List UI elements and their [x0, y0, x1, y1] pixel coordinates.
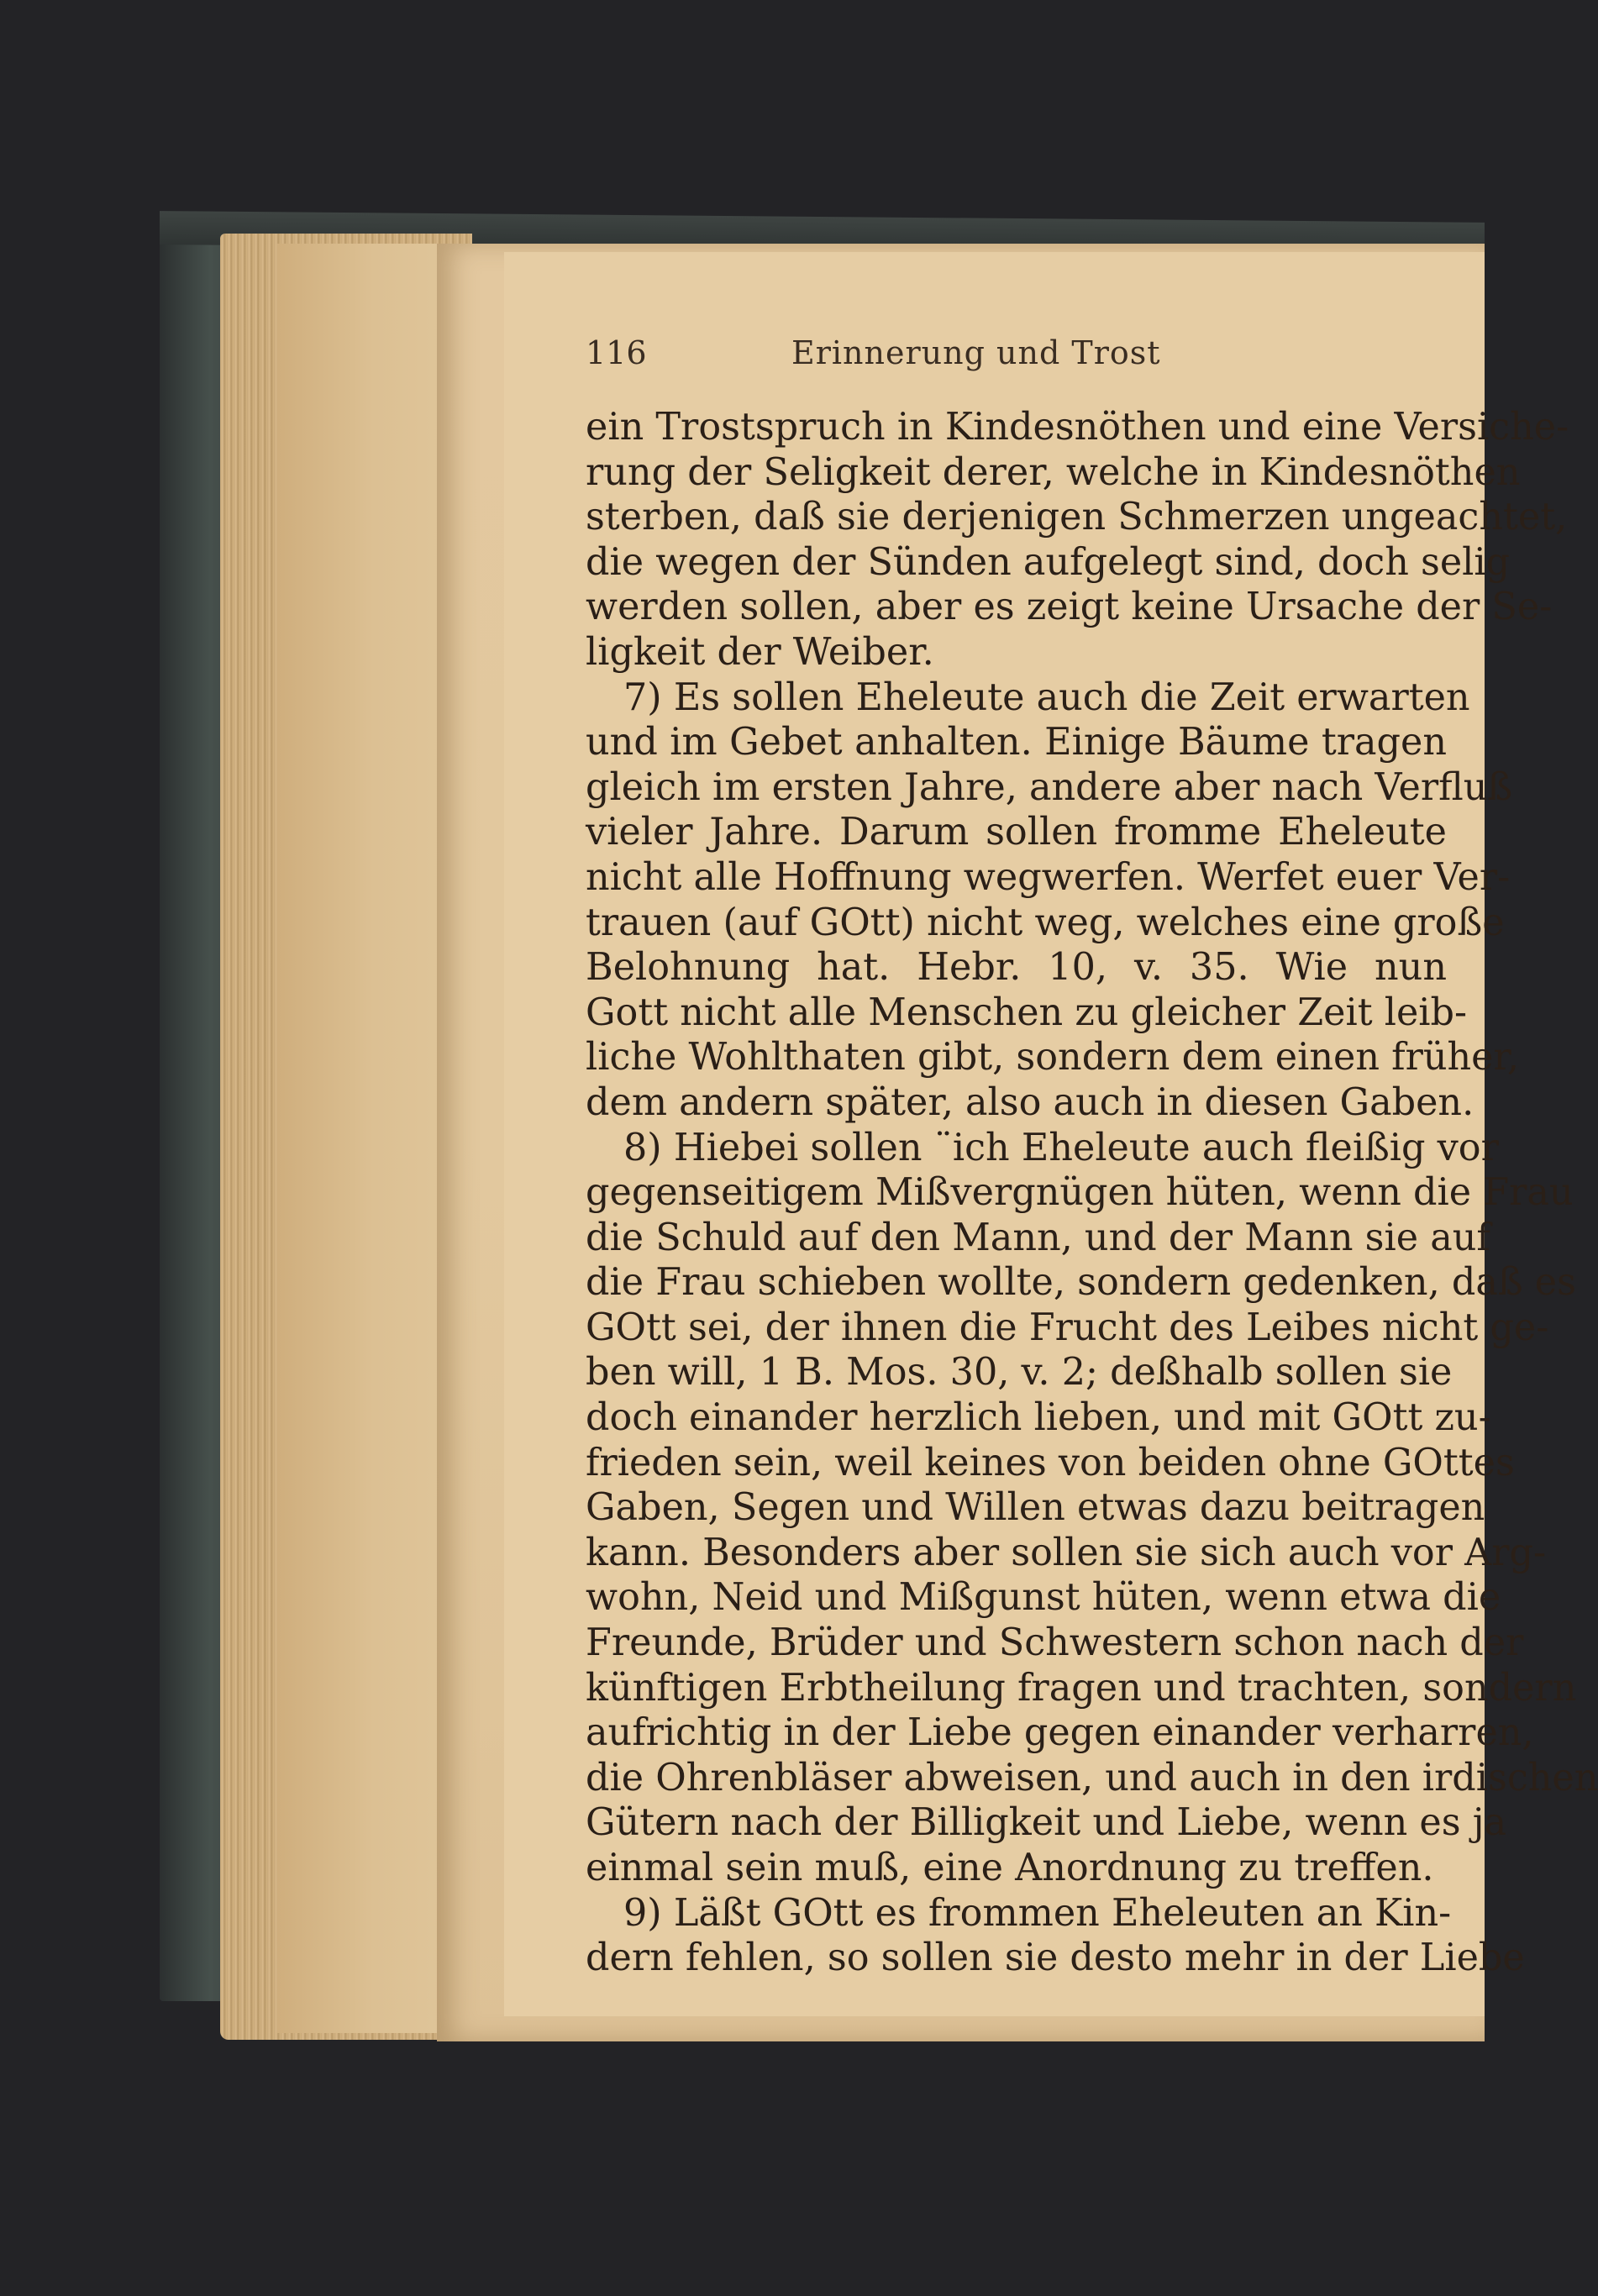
text-line: gleich im ersten Jahre, andere aber nach Verfluß: [586, 765, 1513, 809]
text-line: einmal sein muß, eine Anordnung zu treffen.: [586, 1847, 1434, 1889]
text-line: ein Trostspruch in Kindesnöthen und eine Versiche-: [586, 406, 1569, 449]
text-line: 7) Es sollen Eheleute auch die Zeit erwarten: [623, 675, 1470, 719]
text-line: Gütern nach der Billigkeit und Liebe, wenn es ja: [586, 1801, 1507, 1845]
text-line: aufrichtig in der Liebe gegen einander verharren,: [586, 1711, 1534, 1755]
text-line: liche Wohlthaten gibt, sondern dem einen früher,: [586, 1036, 1520, 1080]
text-line: die Schuld auf den Mann, und der Mann sie auf: [586, 1216, 1490, 1259]
text-line: Freunde, Brüder und Schwestern schon nach der: [586, 1621, 1524, 1665]
text-line: doch einander herzlich lieben, und mit GOtt zu-: [586, 1396, 1491, 1440]
text-line: vieler Jahre. Darum sollen fromme Eheleute: [586, 811, 1447, 854]
body-text: [586, 405, 1598, 1981]
text-line: Gaben, Segen und Willen etwas dazu beitragen: [586, 1486, 1485, 1530]
text-line: trauen (auf GOtt) nicht weg, welches eine große: [586, 901, 1505, 944]
text-line: und im Gebet anhalten. Einige Bäume tragen: [586, 721, 1447, 764]
text-line: die Frau schieben wollte, sondern gedenken, daß es: [586, 1261, 1576, 1305]
text-line: die wegen der Sünden aufgelegt sind, doch selig: [586, 540, 1511, 584]
text-line: werden sollen, aber es zeigt keine Ursache der Se-: [586, 586, 1553, 629]
running-head: Erinnerung und Trost: [791, 334, 1161, 371]
text-line: nicht alle Hoffnung wegwerfen. Werfet euer Ver-: [586, 855, 1511, 899]
text-line: gegenseitigem Mißvergnügen hüten, wenn die Frau: [586, 1171, 1574, 1215]
text-line: Belohnung hat. Hebr. 10, v. 35. Wie nun: [586, 946, 1447, 990]
text-line: 8) Hiebei sollen ¨ich Eheleute auch fleißig vor: [623, 1126, 1499, 1169]
text-line: die Ohrenbläser abweisen, und auch in den irdischen: [586, 1756, 1598, 1799]
text-line: dern fehlen, so sollen sie desto mehr in der Liebe: [586, 1936, 1525, 1980]
text-line: kann. Besonders aber sollen sie sich auch vor Arg-: [586, 1531, 1547, 1574]
page-header: [586, 334, 1443, 385]
text-line: Gott nicht alle Menschen zu gleicher Zeit leib-: [586, 990, 1468, 1034]
text-line: rung der Seligkeit derer, welche in Kindesnöthen: [586, 450, 1521, 494]
text-line: sterben, daß sie derjenigen Schmerzen ungeachtet,: [586, 496, 1568, 539]
page-number: 116: [586, 334, 647, 371]
text-line: GOtt sei, der ihnen die Frucht des Leibes nicht ge-: [586, 1306, 1549, 1349]
text-line: ligkeit der Weiber.: [586, 630, 934, 674]
text-line: künftigen Erbtheilung fragen und trachten, sondern: [586, 1666, 1577, 1710]
text-line: 9) Läßt GOtt es frommen Eheleuten an Kin-: [623, 1891, 1452, 1935]
text-line: frieden sein, weil keines von beiden ohne GOttes: [586, 1441, 1515, 1484]
text-line: ben will, 1 B. Mos. 30, v. 2; deßhalb sollen sie: [586, 1351, 1453, 1395]
text-line: dem andern später, also auch in diesen Gaben.: [586, 1080, 1474, 1124]
text-line: wohn, Neid und Mißgunst hüten, wenn etwa die: [586, 1576, 1501, 1620]
